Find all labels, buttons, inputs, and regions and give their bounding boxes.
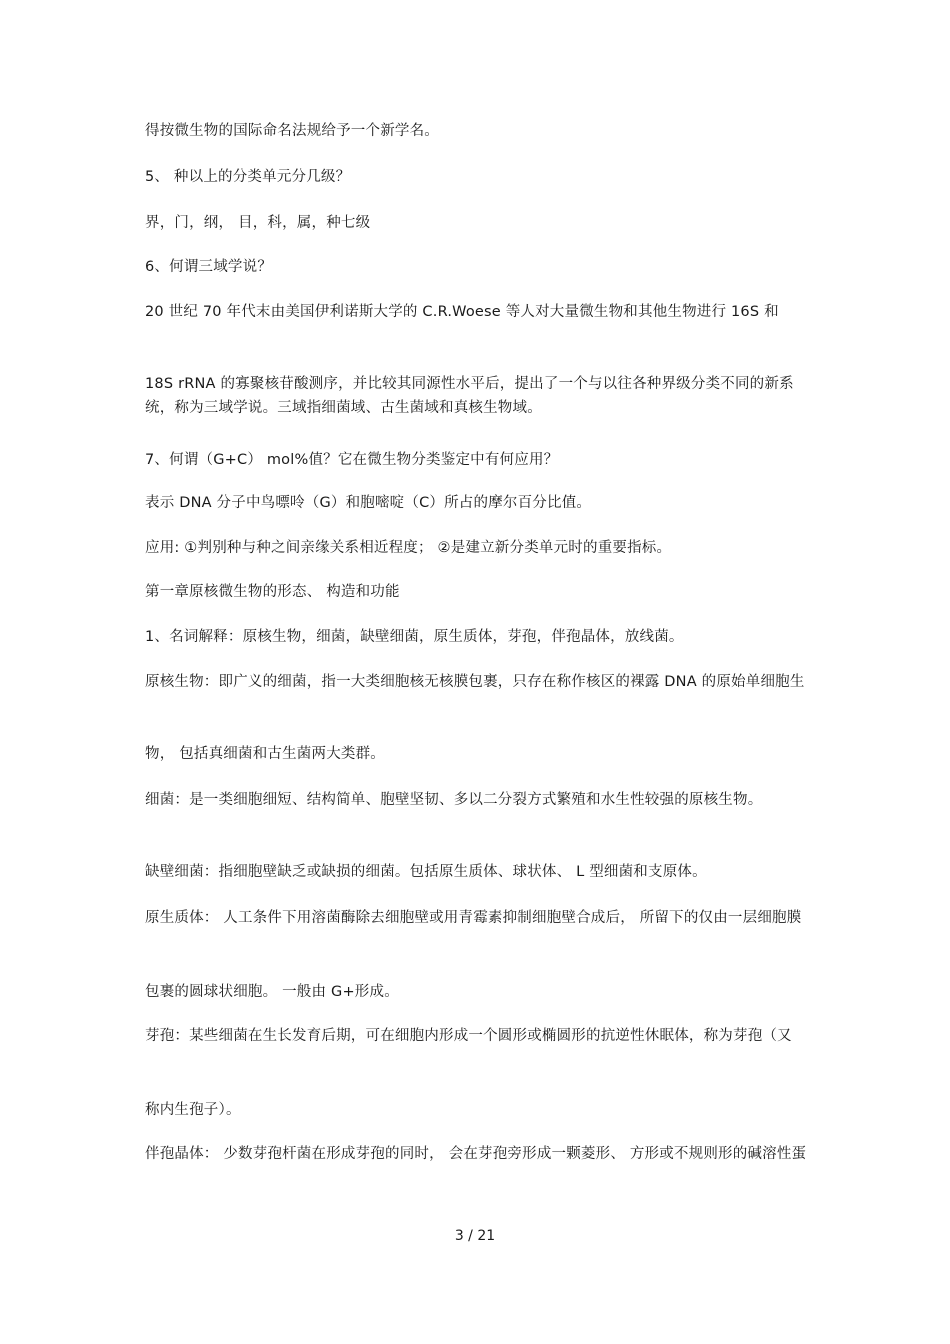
chapter-heading: 第一章原核微生物的形态、 构造和功能 [145,584,400,600]
text-line: 得按微生物的国际命名法规给予一个新学名。 [145,123,439,139]
paragraph: 芽孢：某些细菌在生长发育后期，可在细胞内形成一个圆形或椭圆形的抗逆性休眠体，称为芽孢（又 [145,1028,792,1044]
page-indicator: 3 / 21 [454,1228,496,1244]
text-line: 包裹的圆球状细胞。 一般由 G+形成。 [145,984,399,1000]
question-heading: 6、何谓三域学说？ [145,259,273,275]
text-line: 应用: ①判别种与种之间亲缘关系相近程度； ②是建立新分类单元时的重要指标。 [145,540,672,556]
text-line: 称内生孢子）。 [145,1102,241,1118]
question-heading: 7、何谓（G+C） mol%值？它在微生物分类鉴定中有何应用？ [145,452,559,468]
paragraph: 细菌：是一类细胞细短、结构简单、胞壁坚韧、多以二分裂方式繁殖和水生性较强的原核生物。 [145,792,763,808]
paragraph: 伴孢晶体： 少数芽孢杆菌在形成芽孢的同时， 会在芽孢旁形成一颗菱形、 方形或不规则形的碱溶性蛋 [145,1146,807,1162]
text-line: 缺壁细菌：指细胞壁缺乏或缺损的细菌。包括原生质体、球状体、 L 型细菌和支原体。 [145,864,707,880]
paragraph: 原生质体： 人工条件下用溶菌酶除去细胞壁或用青霉素抑制细胞壁合成后， 所留下的仅由一层细胞膜 [145,910,802,926]
question-heading: 1、名词解释：原核生物，细菌，缺壁细菌，原生质体，芽孢，伴孢晶体，放线菌。 [145,629,684,645]
text-line: 物， 包括真细菌和古生菌两大类群。 [145,746,386,762]
question-heading: 5、 种以上的分类单元分几级？ [145,169,351,185]
paragraph: 20 世纪 70 年代末由美国伊利诺斯大学的 C.R.Woese 等人对大量微生物和其他生物进行 16S 和 [145,304,779,320]
paragraph: 18S rRNA 的寡聚核苷酸测序，并比较其同源性水平后，提出了一个与以往各种界级分类不同的新系统，称为三域学说。三域指细菌域、古生菌域和真核生物域。 [145,376,794,416]
text-line: 界，门，纲， 目，科，属，种七级 [145,215,371,231]
paragraph: 原核生物：即广义的细菌，指一大类细胞核无核膜包裹，只存在称作核区的裸露 DNA 的原始单细胞生 [145,674,805,690]
text-line: 表示 DNA 分子中鸟嘌呤（G）和胞嘧啶（C）所占的摩尔百分比值。 [145,495,592,511]
